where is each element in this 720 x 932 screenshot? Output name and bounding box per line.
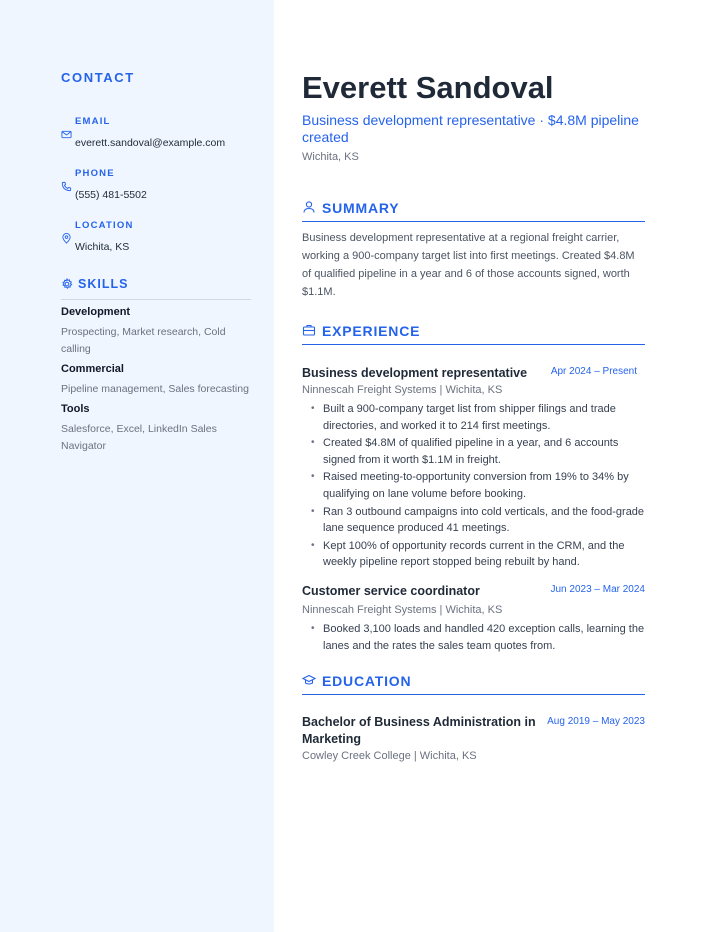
degree: Bachelor of Business Administration in Marketing (302, 715, 536, 746)
mail-icon (61, 129, 72, 140)
location-label: LOCATION (75, 220, 134, 231)
candidate-location: Wichita, KS (302, 151, 359, 163)
map-pin-icon (61, 233, 72, 244)
briefcase-icon (302, 323, 316, 337)
skill-category-name: Tools (61, 403, 90, 415)
phone-value[interactable]: (555) 481-5502 (75, 189, 147, 201)
job-bullet: • Created $4.8M of qualified pipeline in a year, and 6 accounts signed from it worth $1.1M in freight. (302, 435, 645, 468)
experience-heading (302, 323, 645, 345)
phone-label: PHONE (75, 168, 115, 179)
job-bullet: • Kept 100% of opportunity records current in the CRM, and the weekly pipeline report stopped being rebuilt by hand. (302, 538, 645, 571)
job-bullet: • Booked 3,100 loads and handled 420 exception calls, learning the lanes and the rates the sales team quotes from. (302, 621, 645, 654)
skill-category (61, 403, 256, 454)
skill-category (61, 363, 256, 398)
email-value[interactable]: everett.sandoval@example.com (75, 137, 226, 149)
contact-heading: CONTACT (61, 70, 135, 85)
education-dates: Aug 2019 – May 2023 (547, 716, 645, 727)
skills-title: SKILLS (78, 277, 129, 291)
job-dates: Jun 2023 – Mar 2024 (550, 584, 645, 595)
job-bullets (302, 401, 645, 571)
summary-title: SUMMARY (322, 200, 400, 216)
school: Cowley Creek College | Wichita, KS (302, 750, 477, 762)
graduation-cap-icon (302, 673, 316, 687)
phone-icon (61, 181, 72, 192)
skill-category-values: Prospecting, Market research, Cold calling (61, 326, 226, 355)
experience-entry (302, 584, 645, 655)
job-role: Business development representative (302, 366, 528, 380)
job-dates: Apr 2024 – Present (550, 366, 637, 377)
skill-category-name: Commercial (61, 363, 124, 375)
experience-entry (302, 366, 645, 572)
job-role: Customer service coordinator (302, 584, 480, 598)
location-value: Wichita, KS (75, 241, 130, 253)
candidate-headline: Business development representative · $4.8M pipeline created (302, 112, 639, 145)
skills-heading (61, 277, 251, 300)
job-bullet: • Raised meeting-to-opportunity conversion from 19% to 34% by qualifying on lane volume before booking. (302, 469, 645, 502)
education-entry (302, 714, 645, 762)
summary-text: Business development representative at a regional freight carrier, working a 900-company target list into first meetings. Created $4.8M of qualified pipeline in a year and 6 of those accounts signed, worth $1.1M. (302, 232, 635, 298)
summary-heading (302, 200, 645, 222)
gear-icon (61, 278, 73, 290)
education-title: EDUCATION (322, 673, 412, 689)
user-icon (302, 200, 316, 214)
job-company: Ninnescah Freight Systems | Wichita, KS (302, 604, 503, 616)
email-label: EMAIL (75, 116, 111, 127)
job-bullet: • Ran 3 outbound campaigns into cold verticals, and the food-grade lane sequence produced 41 meetings. (302, 504, 645, 537)
skill-category-name: Development (61, 306, 131, 318)
experience-title: EXPERIENCE (322, 323, 421, 339)
job-company: Ninnescah Freight Systems | Wichita, KS (302, 384, 503, 396)
education-heading (302, 673, 645, 695)
skill-category-values: Salesforce, Excel, LinkedIn Sales Navigator (61, 423, 217, 452)
candidate-name: Everett Sandoval (302, 70, 554, 105)
job-bullets (302, 621, 645, 654)
skill-category-values: Pipeline management, Sales forecasting (61, 383, 249, 395)
skill-category (61, 306, 256, 357)
sidebar (0, 0, 274, 932)
job-bullet: • Built a 900-company target list from shipper filings and trade directories, and worked it to 214 first meetings. (302, 401, 645, 434)
